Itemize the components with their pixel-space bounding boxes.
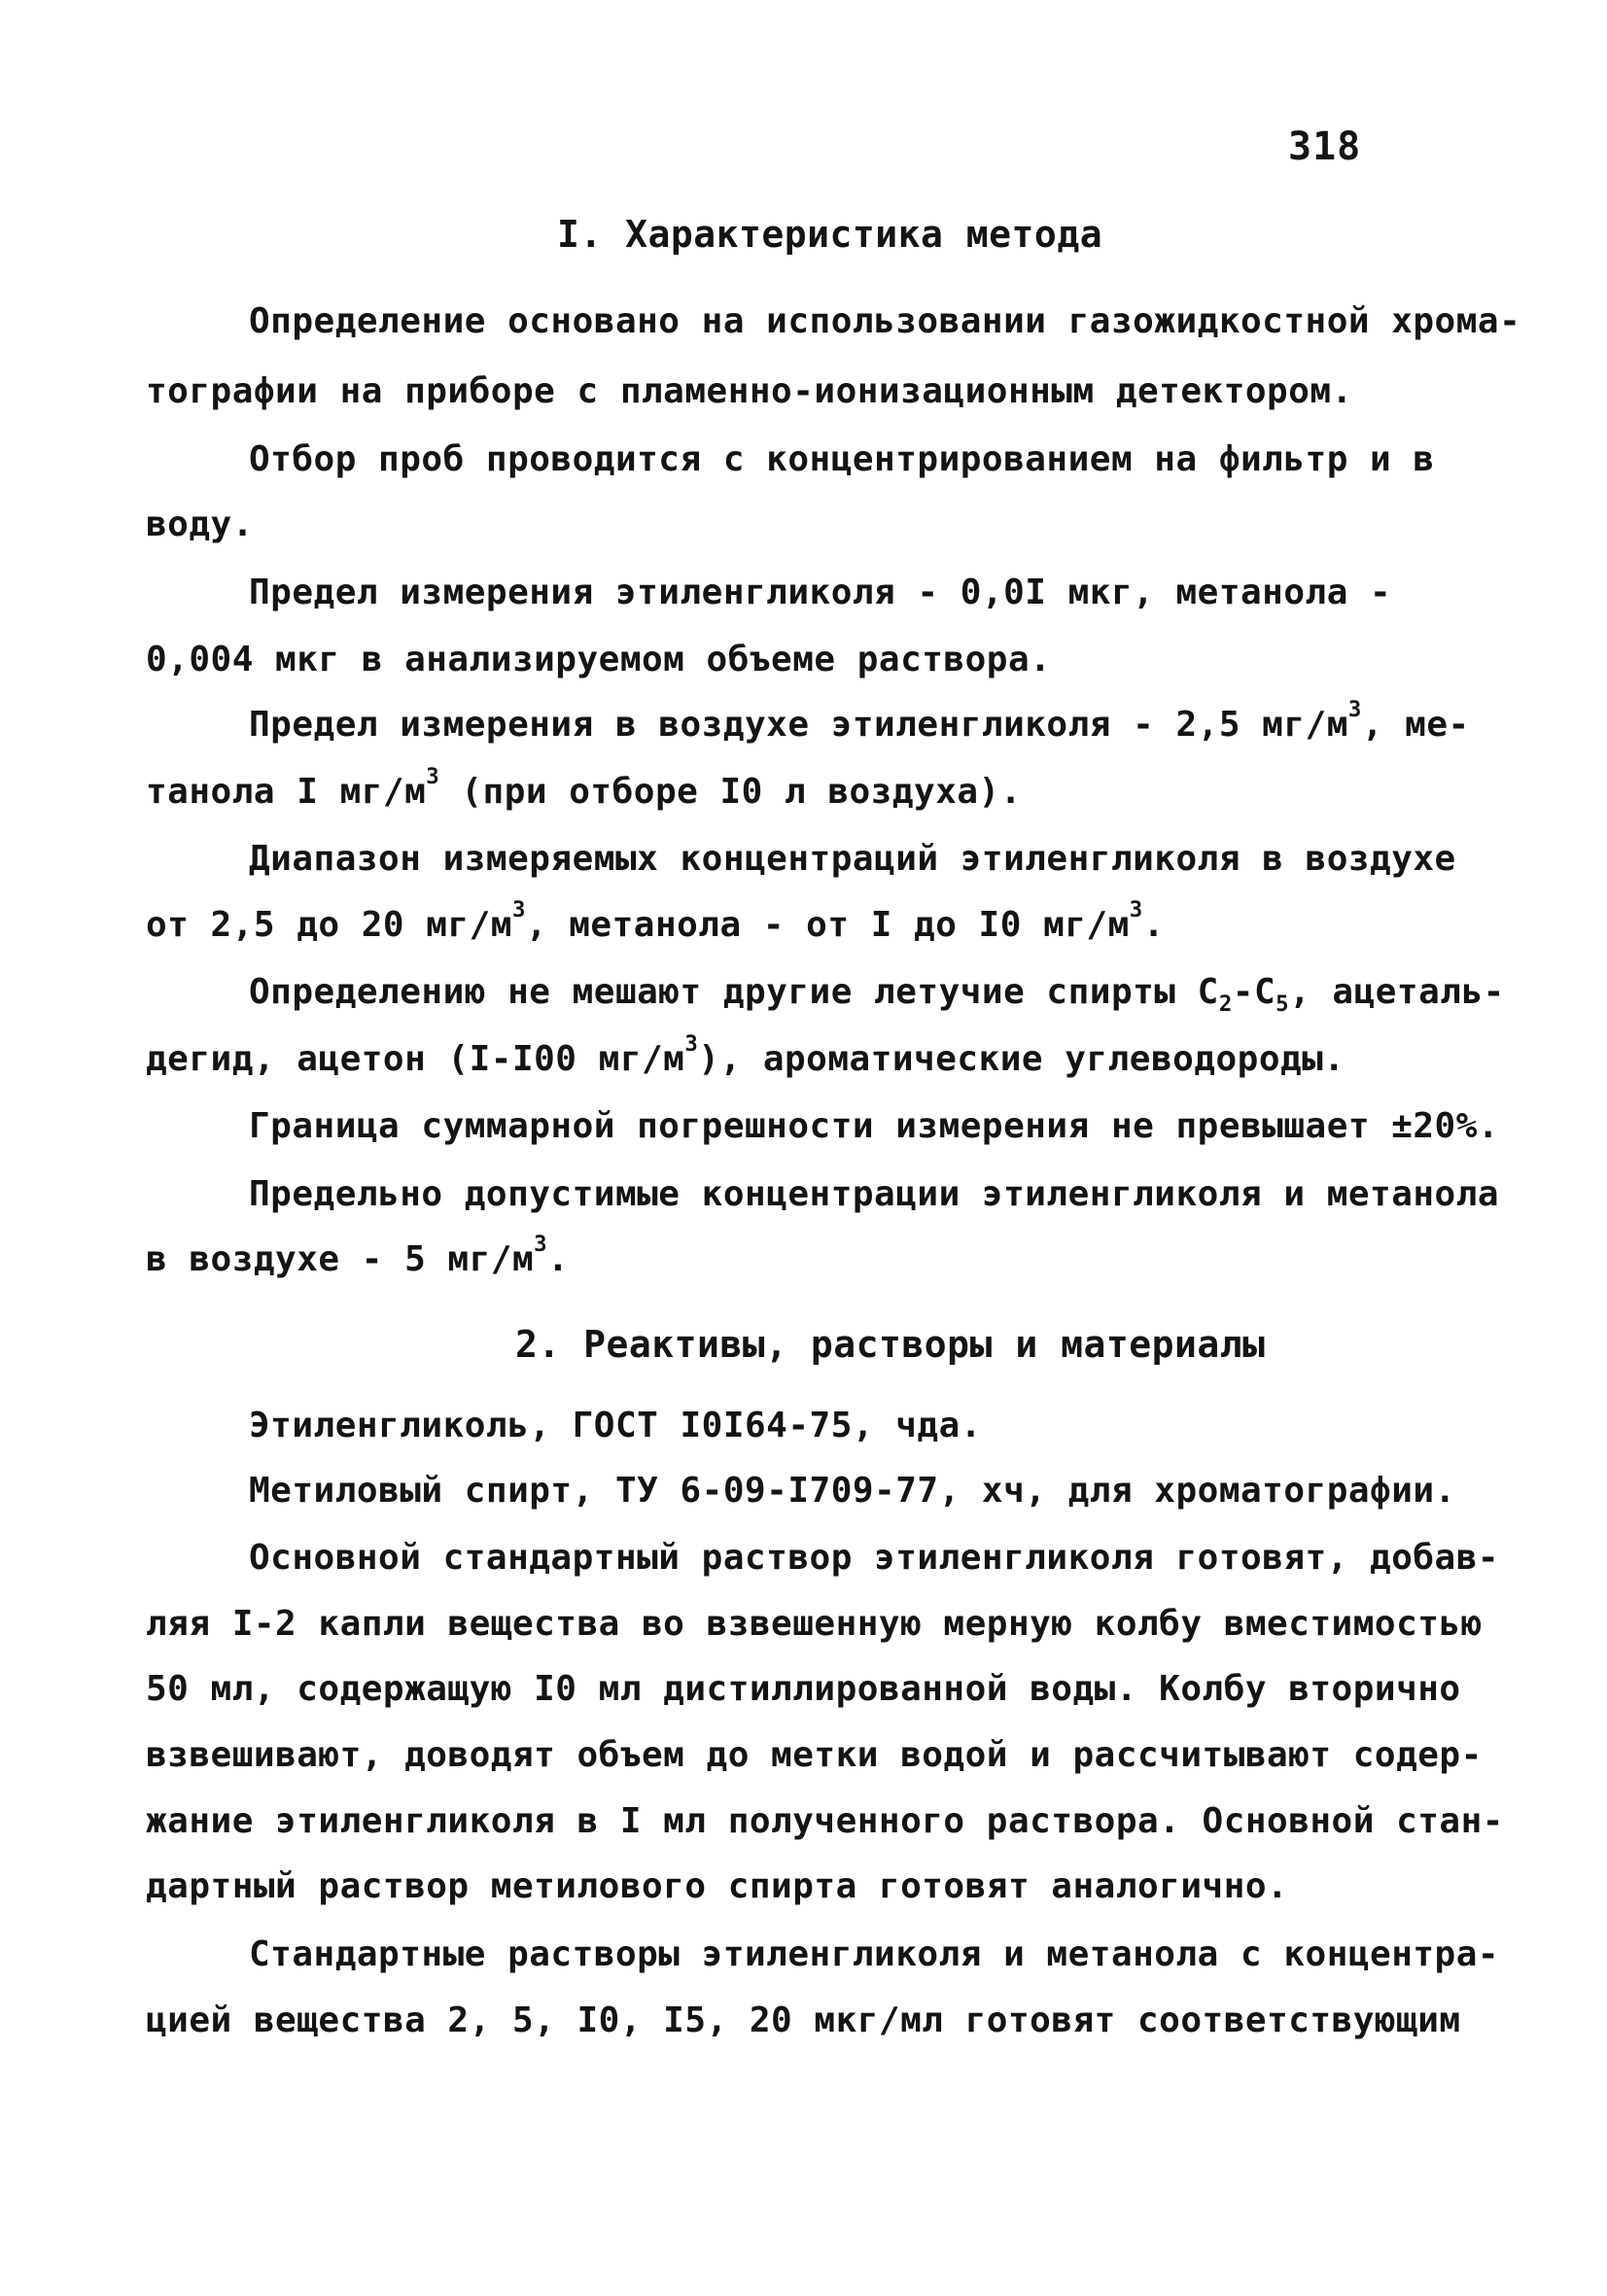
subscript: 5 — [1275, 991, 1290, 1017]
para-5-line-2 — [146, 896, 1165, 945]
text-run: -С — [1232, 972, 1276, 1012]
superscript: 3 — [1347, 696, 1362, 722]
text-run: от 2,5 до 20 мг/м — [146, 905, 512, 945]
text-run: Предел измерения в воздухе этиленгликоля - 2,5 мг/м — [249, 705, 1348, 745]
para-1-line-1: Определение основано на использовании газожидкостной хрома- — [249, 301, 1521, 341]
subscript: 2 — [1218, 991, 1233, 1017]
s2-para-4-line-2: цией вещества 2, 5, I0, I5, 20 мкг/мл готовят соответствующим — [146, 2000, 1461, 2040]
text-run: ), ароматические углеводороды. — [698, 1039, 1345, 1079]
text-run: в воздухе - 5 мг/м — [146, 1239, 535, 1279]
superscript: 3 — [511, 896, 526, 922]
s2-para-3-line-4: взвешивают, доводят объем до метки водой и рассчитывают содер- — [146, 1735, 1483, 1775]
text-run: , ацеталь- — [1289, 972, 1505, 1012]
para-5-line-1: Диапазон измеряемых концентраций этиленгликоля в воздухе — [249, 839, 1456, 879]
text-run: , метанола - от I до I0 мг/м — [525, 905, 1130, 945]
s2-line-1: Этиленгликоль, ГОСТ I0I64-75, чда. — [249, 1406, 982, 1445]
para-2-line-2: воду. — [146, 504, 254, 544]
section-1-heading: I. Характеристика метода — [557, 213, 1103, 256]
s2-line-2: Метиловый спирт, ТУ 6-09-I709-77, хч, для хроматографии. — [249, 1471, 1456, 1511]
para-8-line-1: Предельно допустимые концентрации этиленгликоля и метанола — [249, 1174, 1500, 1214]
s2-para-3-line-3: 50 мл, содержащую I0 мл дистиллированной воды. Колбу вторично — [146, 1669, 1461, 1709]
s2-para-3-line-2: ляя I-2 капли вещества во взвешенную мерную колбу вместимостью — [146, 1604, 1483, 1644]
text-run: Определению не мешают другие летучие спирты С — [249, 972, 1219, 1012]
text-run: дегид, ацетон (I-I00 мг/м — [146, 1039, 685, 1079]
para-1-line-2: тографии на приборе с пламенно-ионизационным детектором. — [146, 371, 1353, 411]
para-8-line-2 — [146, 1231, 570, 1279]
para-7-line-1: Граница суммарной погрешности измерения не превышает ±20%. — [249, 1106, 1500, 1146]
superscript: 3 — [684, 1030, 699, 1057]
para-3-line-2: 0,004 мкг в анализируемом объеме раствора. — [146, 640, 1052, 679]
superscript: 3 — [534, 1231, 548, 1257]
para-3-line-1: Предел измерения этиленгликоля - 0,0I мкг, метанола - — [249, 573, 1392, 612]
s2-para-3-line-6: дартный раствор метилового спирта готовят аналогично. — [146, 1866, 1289, 1906]
superscript: 3 — [426, 763, 440, 789]
para-6-line-1 — [249, 972, 1505, 1017]
text-run: , ме- — [1361, 705, 1470, 745]
s2-para-4-line-1: Стандартные растворы этиленгликоля и метанола с концентра- — [249, 1934, 1500, 1974]
s2-para-3-line-5: жание этиленгликоля в I мл полученного раствора. Основной стан- — [146, 1801, 1504, 1841]
para-2-line-1: Отбор проб проводится с концентрированием на фильтр и в — [249, 439, 1435, 479]
text-run: . — [1142, 905, 1165, 945]
para-4-line-2 — [146, 763, 1022, 812]
superscript: 3 — [1129, 896, 1143, 922]
para-6-line-2 — [146, 1030, 1345, 1079]
page-number: 318 — [1288, 124, 1362, 169]
text-run: (при отборе I0 л воздуха). — [439, 772, 1022, 812]
text-run: танола I мг/м — [146, 772, 427, 812]
text-run: . — [547, 1239, 570, 1279]
s2-para-3-line-1: Основной стандартный раствор этиленгликоля готовят, добав- — [249, 1538, 1500, 1578]
para-4-line-1 — [249, 696, 1470, 745]
section-2-heading: 2. Реактивы, растворы и материалы — [515, 1323, 1266, 1366]
